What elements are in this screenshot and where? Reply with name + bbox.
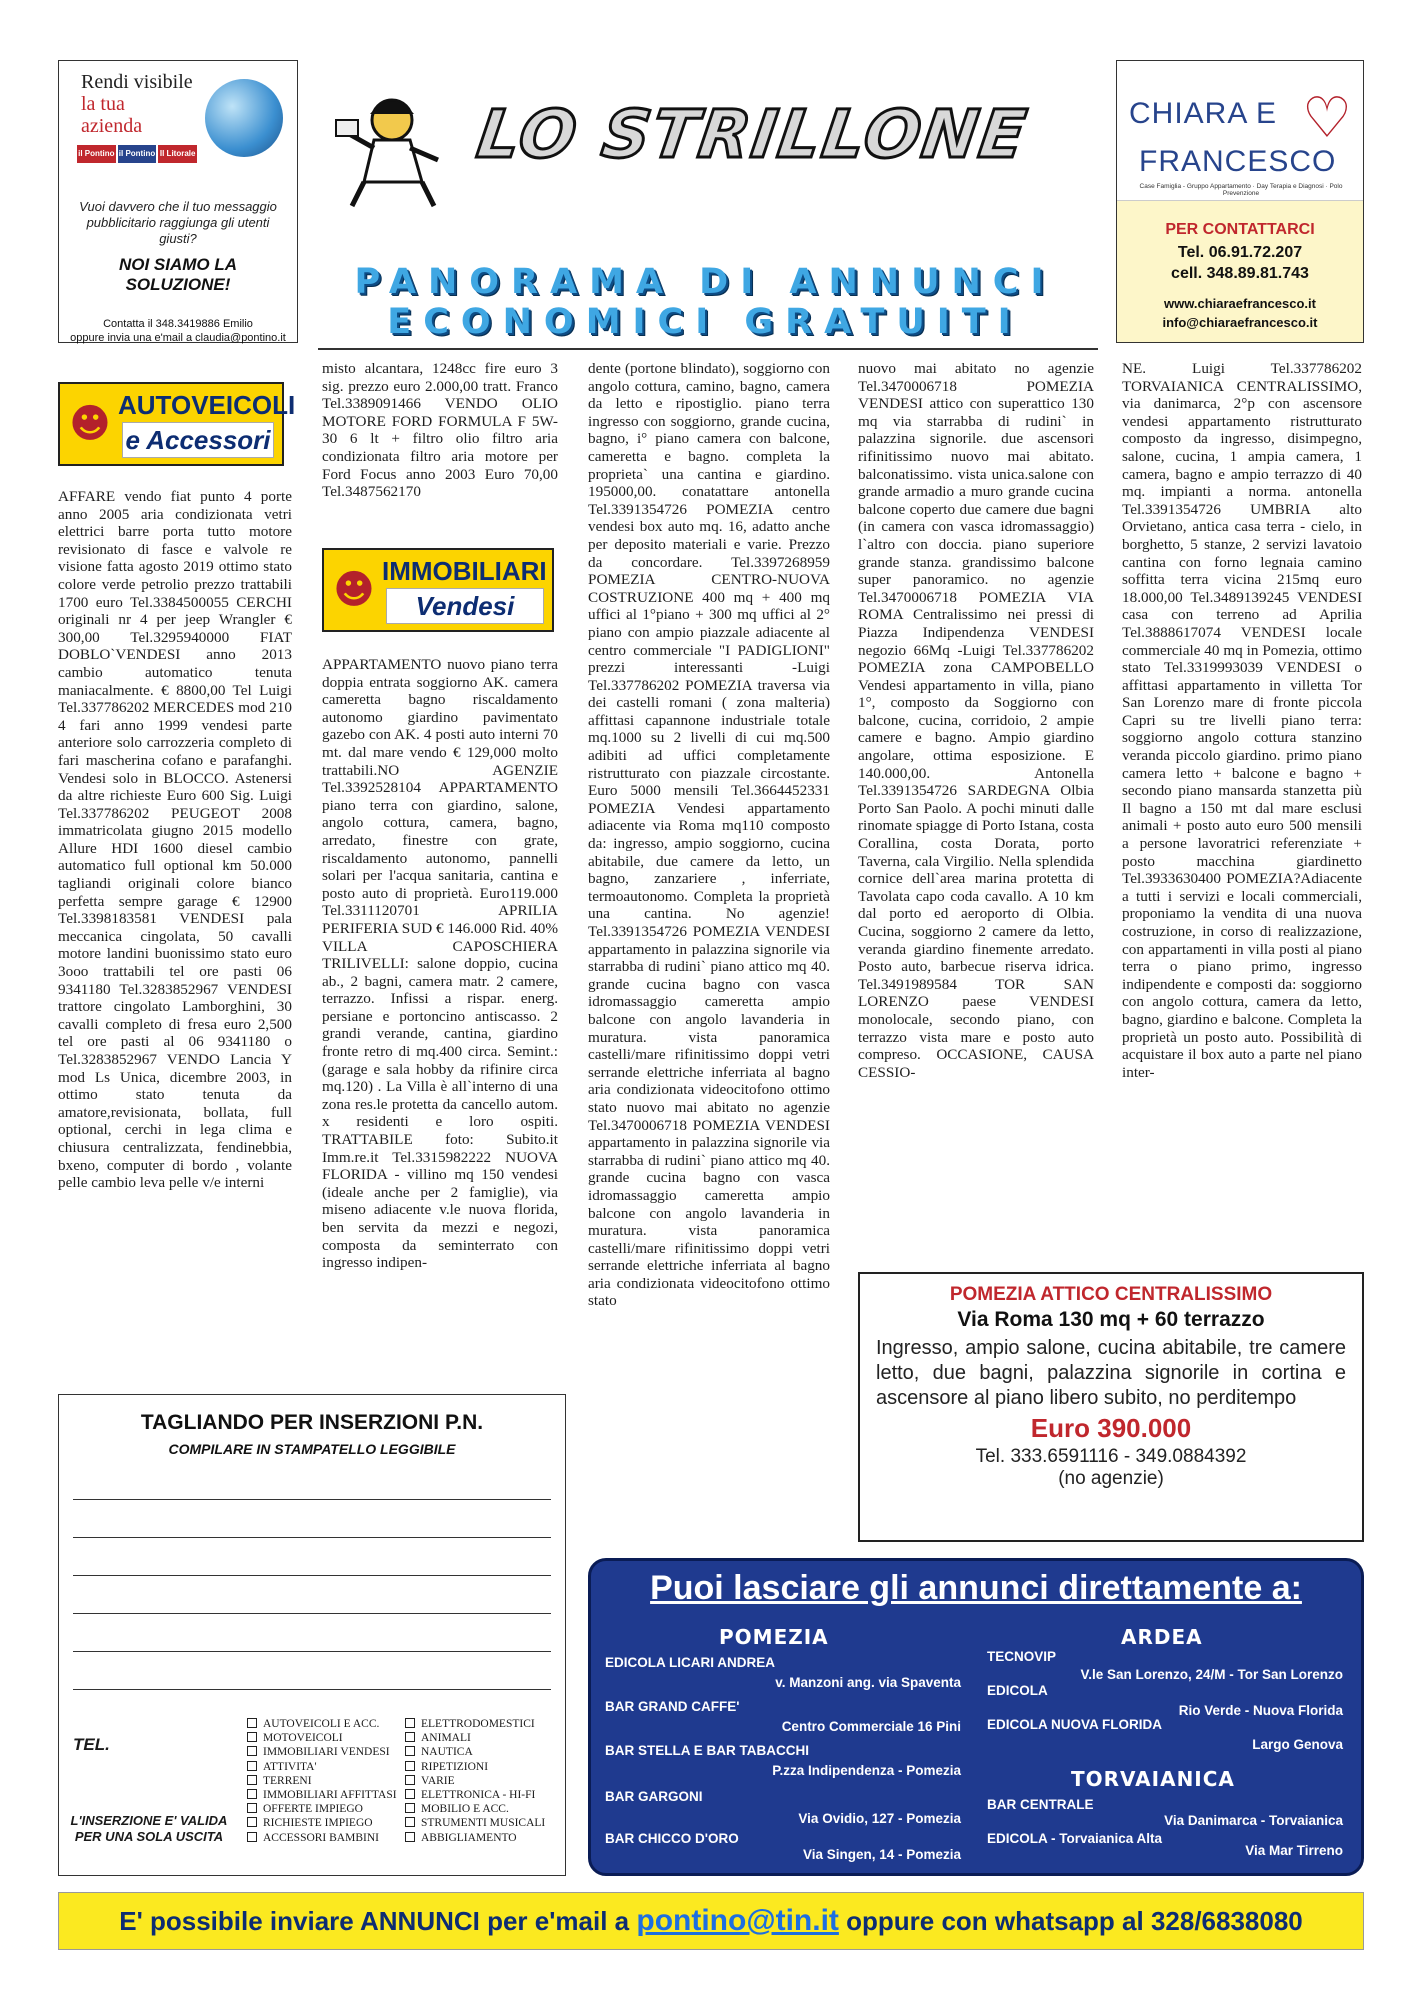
column-text: nuovo mai abitato no agenzie Tel.3470006718 POMEZIA VENDESI attico con superattico 130 mq via starrabba di rudini` in palazzina signorile. due ascensori rifinitissimo nuovo mai abitato. balconatissimo. vista unica.salone con grande armadio a muro grande cucina balcone coperto due camere due bagni (in camera con vasca idromassaggio) l`altro con doccia. piano superiore grande stanza. grandissimo balcone super panoramico. no agenzie Tel.3470006718 POMEZIA VIA ROMA Centralissimo nei pressi di Piazza Indipendenza VENDESI negozio 66Mq -Luigi Tel.337786202 POMEZIA zona CAMPOBELLO Vendesi appartamento in villa, piano 1°, composto da Soggiorno con balcone, cucina, corridoio, 2 ampie camere e bagno. Ampio giardino angolare, ottima esposizione. E 140.000,00. Antonella Tel.3391354726 SARDEGNA Olbia Porto San Paolo. A pochi minuti dalle rinomate spiagge di Porto Istana, costa Corallina, costa Dorata, porto Taverna, cala Virgilio. Nella splendida cornice dell`area marina protetta di Tavolata capo coda cavallo. A 10 km dal porto ed aeroporto di Olbia. Cucina, soggiorno 2 camere da letto, veranda giardino finemente arredato. Posto auto, barbecue riserva idrica. Tel.3491989584 TOR SAN LORENZO paese VENDESI monolocale, secondo piano, con terrazzo vista mare e posto auto compreso. OCCASIONE, CAUSA CESSIO- (858, 360, 1094, 1081)
point-name: EDICOLA LICARI ANDREA (605, 1655, 775, 1670)
category-checkbox[interactable]: TERRENI (247, 1774, 397, 1788)
point-name: TECNOVIP (987, 1649, 1057, 1664)
category-checkbox[interactable]: AUTOVEICOLI E ACC. (247, 1717, 397, 1731)
ad-left-solution: NOI SIAMO LA SOLUZIONE! (118, 255, 238, 294)
column-1-autoveicoli (58, 488, 292, 1192)
contact-title: PER CONTATTARCI (1165, 221, 1315, 238)
point-name: EDICOLA NUOVA FLORIDA (987, 1717, 1162, 1732)
column-text: AFFARE vendo fiat punto 4 porte anno 2005 aria condizionata vetri elettrici barre porta tutto motore revisionato di fasce e valvole re visione fatta agosto 2019 ottimo stato colore verde petrolio prezzo trattabili 1700 euro Tel.3384500055 CERCHI originali nr 4 per jeep Wrangler € 300,00 Tel.3295940000 FIAT DOBLO`VENDESI anno 2013 cambio automatico tenuta maniacalmente. € 8800,00 Tel Luigi Tel.337786202 MERCEDES mod 210 4 fari anno 1999 vendesi parte anteriore solo carrozzeria completo di fari mascherina cofano e parafanghi. Vendesi solo in BLOCCO. Astenersi da altre richieste Euro 600 Sig. Luigi Tel.337786202 PEUGEOT 2008 immatricolata giugno 2015 modello Allure HDI 1600 diesel cambio automatico full optional km 50.000 tagliandi originali colore bianco perfetta sempre garage € 12900 Tel.3398183581 VENDESI pala meccanica cingolata, 50 cavalli motore landini buonissimo stato euro 3ooo trattabili tel ore pasti 06 9341180 Tel.3283852967 VENDESI trattore cingolato Lamborghini, 30 cavalli completo di fresa euro 2,500 tel ore pasti al 06 9341180 o Tel.3283852967 VENDO Lancia Y mod Ls Unica, dicembre 2003, in ottimo stato tenuta da amatore,revisionata, bollata, full optional, cerchi in lega clima e chiusura centralizzata, fendinebbia, bxeno, computer di bordo , volante pelle cambio leva pelle v/e interni (58, 488, 292, 1192)
logo-text-2: FRANCESCO (1139, 145, 1337, 178)
column-text: NE. Luigi Tel.337786202 TORVAIANICA CENTRALISSIMO, via danimarca, 2°p con ascensore vendesi appartamento ristrutturato composto da ingresso, disimpegno, salone, cucina, 1 ampia camera, 1 camera, bagno e ampio terrazzo di 40 mq. impianti a norma. antonella Tel.3391354726 UMBRIA alto Orvietano, antica casa terra - cielo, in borghetto, 5 stanze, 2 servizi lavatoio cantina con forno legnaia camino soffitta terra vicina 215mq euro 18.000,00 Tel.3489139245 VENDESI casa con terreno ad Aprilia Tel.3888617074 VENDESI locale commerciale 40 mq in Pomezia, ottimo stato Tel.3319993039 VENDESI o affittasi appartamento in villetta Tor San Lorenzo mare di fronte piccola Capri su tre livelli piano terra: soggiorno angolo cottura stanzino veranda piccolo giardino. primo piano camera letto + balcone e bagno + secondo piano mansarda stanzetta più Il bagno a 150 mt dal mare esclusi animali + posto auto euro 500 mensili a persone lavoratrici referenziate + posto macchina giardinetto Tel.3933630400 POMEZIA?Adiacente a tutti i servizi e locali commerciali, proponiamo la vendita di una nuova costruzione, in corso di realizzazione, con appartamenti in villa posti al piano terra o piano primo, ingresso indipendente e composti da: soggiorno con angolo cottura, camera da letto, bagno, giardino e balcone. Completa la proprietà un posto auto. Possibilità di acquistare il box auto a parte nel piano inter- (1122, 360, 1362, 1081)
attico-title: POMEZIA ATTICO CENTRALISSIMO (949, 1284, 1273, 1305)
category-checkbox[interactable]: IMMOBILIARI VENDESI (247, 1745, 397, 1759)
coupon-write-line[interactable] (73, 1689, 551, 1690)
point-name: EDICOLA - Torvaianica Alta (987, 1831, 1163, 1846)
point-address: Via Ovidio, 127 - Pomezia (798, 1811, 961, 1826)
newsboy-icon: ☻ (333, 567, 375, 613)
insertion-coupon (58, 1394, 566, 1876)
masthead-tagline (340, 262, 1070, 342)
category-checkbox[interactable]: STRUMENTI MUSICALI (405, 1816, 545, 1830)
logo-services: Case Famiglia - Gruppo Appartamento · Day Terapia e Diagnosi · Polo Prevenzione (1139, 183, 1343, 197)
category-checkbox[interactable]: ABBIGLIAMENTO (405, 1831, 545, 1845)
coupon-title: TAGLIANDO PER INSERZIONI P.N. (140, 1411, 484, 1434)
column-4 (858, 360, 1094, 1081)
ad-left-headline-3: azienda (81, 115, 143, 137)
attico-subtitle: Via Roma 130 mq + 60 terrazzo (957, 1308, 1265, 1331)
category-checkbox[interactable]: ACCESSORI BAMBINI (247, 1831, 397, 1845)
logo-pontino-2: il Pontino (118, 145, 157, 163)
category-checkbox[interactable]: VARIE (405, 1774, 545, 1788)
point-address: Largo Genova (1252, 1737, 1343, 1752)
badge-auto-subtitle: e Accessori (122, 422, 274, 458)
coupon-tel-label: TEL. (73, 1735, 110, 1754)
attico-note: (no agenzie) (1058, 1468, 1164, 1489)
category-checkbox[interactable]: OFFERTE IMPIEGO (247, 1802, 397, 1816)
point-address: Via Danimarca - Torvaianica (1164, 1813, 1343, 1828)
section-badge-immobiliari (322, 548, 554, 632)
ad-right-chiara-francesco (1116, 60, 1364, 343)
column-text: dente (portone blindato), soggiorno con angolo cottura, camino, bagno, camera da letto e ripostiglio. piano terra ingresso con soggiorno, grande cucina, bagno, i° piano camera con balcone, cameretta e bagno. completa la proprieta` una cantina e giardino. 195000,00. conatattare antonella Tel.3391354726 POMEZIA centro vendesi box auto mq. 16, adatto anche per deposito materiali e varie. Prezzo da concordare. Tel.3397268959 POMEZIA CENTRO-NUOVA COSTRUZIONE 400 mq + 400 mq uffici al 1°piano + 300 mq uffici al 2° piano con ampio piazzale adiacente al centro commerciale "I PADIGLIONI" prezzi interessanti -Luigi Tel.337786202 POMEZIA traversa via dei castelli romani ( zona malteria) affittasi capannone industriale totale mq.1000 su 2 livelli di cui mq.500 adibiti ad uffici completamente ristrutturato con piazzale circostante. Euro 5000 mensili Tel.3664452331 POMEZIA Vendesi appartamento adiacente via Roma mq110 composto da: ingresso, ampio soggiorno, cucina abitabile, due camere da letto, un bagno, zanzariere , inferriate, termoautonomo. Completa la proprietà una cantina. No agenzie! Tel.3391354726 POMEZIA VENDESI appartamento in palazzina signorile via starrabba di rudini` piano attico mq 40. grande cucina bagno con vasca idromassaggio cameretta ampio balcone con angolo lavanderia in muratura. vista panoramica castelli/mare rifinitissimo doppi vetri serrande elettriche inferriata al bagno aria condizionata videocitofono ottimo stato nuovo mai abitato no agenzie Tel.3470006718 POMEZIA VENDESI appartamento in palazzina signorile via starrabba di rudini` piano attico mq 40. grande cucina bagno con vasca idromassaggio cameretta ampio balcone con angolo lavanderia in muratura. vista panoramica castelli/mare rifinitissimo doppi vetri serrande elettriche inferriata al bagno aria condizionata videocitofono ottimo stato (588, 360, 830, 1310)
point-name: BAR STELLA E BAR TABACCHI (605, 1743, 809, 1758)
footer-banner (58, 1892, 1364, 1950)
point-address: v. Manzoni ang. via Spaventa (775, 1675, 961, 1690)
point-address: Centro Commerciale 16 Pini (781, 1719, 961, 1734)
coupon-write-line[interactable] (73, 1651, 551, 1652)
category-checkbox[interactable]: IMMOBILIARI AFFITTASI (247, 1788, 397, 1802)
coupon-validity-note: L'INSERZIONE E' VALIDA PER UNA SOLA USCITA (70, 1813, 228, 1844)
footer-text-2: oppure con whatsapp al 328/6838080 (846, 1906, 1303, 1936)
tagline-line-2: ECONOMICI GRATUITI (387, 302, 1023, 342)
newspaper-logos (77, 145, 197, 163)
category-checkbox[interactable]: RIPETIZIONI (405, 1760, 545, 1774)
town-ardea: ARDEA (1121, 1625, 1203, 1649)
category-checkbox[interactable]: MOBILIO E ACC. (405, 1802, 545, 1816)
drop-off-points (588, 1558, 1364, 1876)
town-pomezia: POMEZIA (719, 1625, 829, 1649)
header-divider (318, 348, 1098, 350)
heart-icon: ♡ (1301, 86, 1353, 151)
coupon-write-line[interactable] (73, 1613, 551, 1614)
category-checkbox[interactable]: ELETTRODOMESTICI (405, 1717, 545, 1731)
category-checkbox[interactable]: ANIMALI (405, 1731, 545, 1745)
category-checkbox[interactable]: ELETTRONICA - HI-FI (405, 1788, 545, 1802)
column-text: APPARTAMENTO nuovo piano terra doppia entrata soggiorno AK. camera cameretta bagno riscaldamento autonomo giardino pavimentato gazebo con AK. 4 posti auto interni 70 mt. dal mare vendo € 129,000 molto trattabili.NO AGENZIE Tel.3392528104 APPARTAMENTO piano terra con giardino, salone, angolo cottura, camera, bagno, arredato, finestre con grate, riscaldamento autonomo, pannelli solari per l'acqua sanitaria, cantina e posto auto di proprietà. Euro119.000 Tel.3311120701 APRILIA PERIFERIA SUD € 146.000 Rid. 40% VILLA CAPOSCHIERA TRILIVELLI: salone doppio, cucina ab., 2 bagni, camera matr. 2 camere, terrazzo. Infissi a rispar. energ. persiane e portoncino antiscasso. 2 grandi verande, cantina, giardino fronte retro di mq.400 circa. Semint.: (garage e sala hobby da rifinire circa mq.120) . La Villa è all`interno di una zona res.le protetta da cancello autom. x residenti e loro ospiti. TRATTABILE foto: Subito.it Imm.re.it Tel.3315982222 NUOVA FLORIDA - villino mq 150 vendesi (ideale anche per 2 famiglie), via misenо adiacente v.le nuova florida, ben servita da mezzi e negozi, composta da seminterrato con ingresso indipen- (322, 656, 558, 1272)
tagline-line-1: PANORAMA DI ANNUNCI (354, 262, 1056, 302)
attico-price: Euro 390.000 (1030, 1413, 1192, 1443)
column-5 (1122, 360, 1362, 1081)
column-text: misto alcantara, 1248cc fire euro 3 sig. prezzo euro 2.000,00 tratt. Franco Tel.3389091466 VENDO OLIO MOTORE FORD FORMULA F 5W-30 6 lt + filtro olio filtro aria condizionata filtro aria motore per Ford Focus anno 2003 Euro 70,00 Tel.3487562170 (322, 360, 558, 501)
footer-email-link[interactable]: pontino@tin.it (636, 1904, 839, 1937)
badge-auto-title: AUTOVEICOLI (118, 390, 296, 420)
attico-advertisement (858, 1272, 1364, 1542)
ad-left-headline-1: Rendi visibile (81, 71, 193, 93)
contact-cell: cell. 348.89.81.743 (1171, 265, 1309, 282)
category-checkbox[interactable]: MOTOVEICOLI (247, 1731, 397, 1745)
contact-tel: Tel. 06.91.72.207 (1177, 244, 1303, 261)
footer-text-1: E' possibile inviare ANNUNCI per e'mail a (119, 1906, 630, 1936)
globe-icon (205, 79, 283, 157)
coupon-write-line[interactable] (73, 1575, 551, 1576)
badge-imm-title: IMMOBILIARI (382, 556, 547, 586)
points-heading: Puoi lasciare gli annunci direttamente a: (650, 1569, 1302, 1607)
point-name: BAR CHICCO D'ORO (605, 1831, 739, 1846)
point-address: V.le San Lorenzo, 24/M - Tor San Lorenzo (1080, 1667, 1343, 1682)
badge-imm-subtitle: Vendesi (386, 588, 544, 624)
newsboy-icon: ☻ (69, 401, 111, 447)
point-name: BAR GARGONI (605, 1789, 703, 1804)
masthead (328, 60, 1088, 215)
column-2-top (322, 360, 558, 501)
point-name: BAR CENTRALE (987, 1797, 1094, 1812)
column-2-immobiliari (322, 656, 558, 1272)
ad-left-contact-phone: Contatta il 348.3419886 Emilio (103, 318, 253, 330)
contact-email-link[interactable]: info@chiaraefrancesco.it (1162, 315, 1318, 330)
point-address: Rio Verde - Nuova Florida (1178, 1703, 1343, 1718)
chiara-francesco-logo (1117, 61, 1363, 201)
column-3 (588, 360, 830, 1310)
point-name: EDICOLA (987, 1683, 1048, 1698)
category-list-a (247, 1717, 397, 1845)
coupon-subtitle: COMPILARE IN STAMPATELLO LEGGIBILE (168, 1441, 456, 1457)
section-badge-autoveicoli (58, 382, 296, 466)
contact-web-link[interactable]: www.chiaraefrancesco.it (1164, 296, 1316, 311)
category-list-b (405, 1717, 545, 1845)
ad-left-contact-email: oppure invia una e'mail a claudia@pontino.it (70, 332, 286, 344)
logo-text-1: CHIARA E (1129, 97, 1278, 130)
logo-pontino-1: il Pontino (77, 145, 116, 163)
point-address: Via Singen, 14 - Pomezia (802, 1847, 961, 1862)
point-address: P.zza Indipendenza - Pomezia (772, 1763, 961, 1778)
newsboy-mascot-icon (334, 90, 444, 210)
ad-left-advertising (58, 60, 298, 343)
attico-phone: Tel. 333.6591116 - 349.0884392 (975, 1446, 1247, 1467)
category-checkbox[interactable]: RICHIESTE IMPIEGO (247, 1816, 397, 1830)
coupon-write-line[interactable] (73, 1499, 551, 1500)
logo-litorale: Il Litorale (158, 145, 197, 163)
town-torvaianica: TORVAIANICA (1071, 1767, 1235, 1791)
category-checkbox[interactable]: NAUTICA (405, 1745, 545, 1759)
coupon-write-line[interactable] (73, 1537, 551, 1538)
point-name: BAR GRAND CAFFE' (605, 1699, 740, 1714)
ad-left-headline-2: la tua (81, 93, 125, 115)
masthead-title: LO STRILLONE (472, 96, 1033, 173)
attico-description: Ingresso, ampio salone, cucina abitabile, tre camere letto, due bagni, palazzina signorile in cortina e ascensore al piano libero subito, no perditempo (876, 1337, 1346, 1409)
category-checkbox[interactable]: ATTIVITA' (247, 1760, 397, 1774)
ad-left-question: Vuoi davvero che il tuo messaggio pubblicitario raggiunga gli utenti giusti? (79, 199, 277, 246)
point-address: Via Mar Tirreno (1245, 1843, 1343, 1858)
